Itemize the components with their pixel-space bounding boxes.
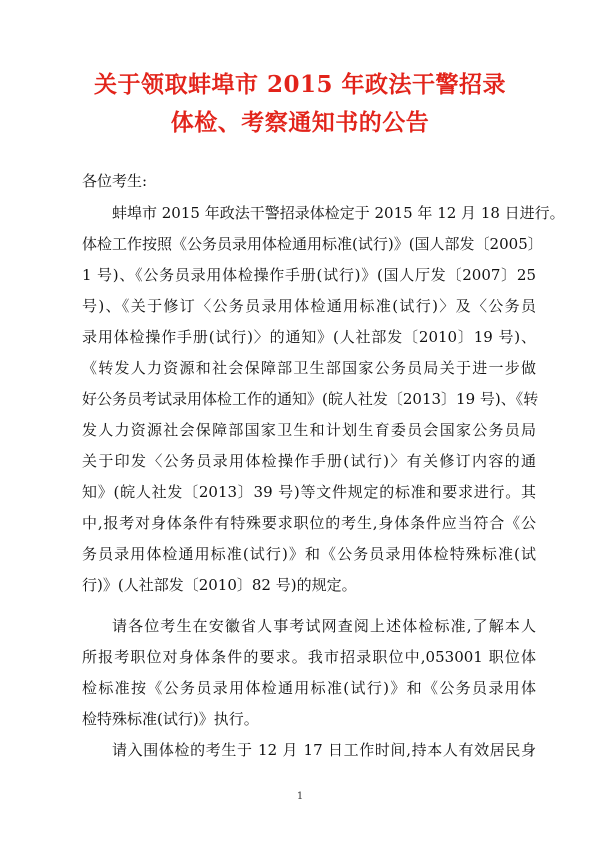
paragraph-line: 关于印发〈公务员录用体检操作手册(试行)〉有关修订内容的通 <box>82 452 536 470</box>
paragraph-line: 体检工作按照《公务员录用体检通用标准(试行)》(国人部发〔2005〕 <box>82 235 543 253</box>
paragraph-line: 蚌埠市 2015 年政法干警招录体检定于 2015 年 12 月 18 日进行。 <box>112 204 565 222</box>
paragraph-line: 请入围体检的考生于 12 月 17 日工作时间,持本人有效居民身 <box>112 741 536 759</box>
paragraph-line: 检标准按《公务员录用体检通用标准(试行)》和《公务员录用体 <box>82 679 536 697</box>
paragraph-line: 所报考职位对身体条件的要求。我市招录职位中,053001 职位体 <box>82 648 536 666</box>
paragraph-line: 务员录用体检通用标准(试行)》和《公务员录用体检特殊标准(试 <box>82 545 536 563</box>
document-title-line-2: 体检、考察通知书的公告 <box>170 109 430 136</box>
paragraph-line: 《转发人力资源和社会保障部卫生部国家公务员局关于进一步做 <box>82 359 536 377</box>
paragraph-line: 好公务员考试录用体检工作的通知》(皖人社发〔2013〕19 号)、《转 <box>82 390 539 408</box>
salutation: 各位考生: <box>82 172 148 190</box>
paragraph-line: 中,报考对身体条件有特殊要求职位的考生,身体条件应当符合《公 <box>82 514 536 532</box>
paragraph-line: 行)》(人社部发〔2010〕82 号)的规定。 <box>82 576 357 594</box>
paragraph-line: 号)、《关于修订〈公务员录用体检通用标准(试行)〉及〈公务员 <box>82 297 536 315</box>
paragraph-line: 请各位考生在安徽省人事考试网查阅上述体检标准,了解本人 <box>112 617 536 635</box>
paragraph-line: 录用体检操作手册(试行)〉的通知》(人社部发〔2010〕19 号)、 <box>82 328 536 346</box>
paragraph-line: 知》(皖人社发〔2013〕39 号)等文件规定的标准和要求进行。其 <box>82 483 536 501</box>
paragraph-line: 1 号)、《公务员录用体检操作手册(试行)》(国人厅发〔2007〕25 <box>82 266 536 284</box>
page-number: 1 <box>296 791 304 802</box>
paragraph-line: 发人力资源社会保障部国家卫生和计划生育委员会国家公务员局 <box>82 421 536 439</box>
document-title-line-1: 关于领取蚌埠市 2015 年政法干警招录 <box>93 71 507 98</box>
paragraph-line: 检特殊标准(试行)》执行。 <box>82 710 259 728</box>
